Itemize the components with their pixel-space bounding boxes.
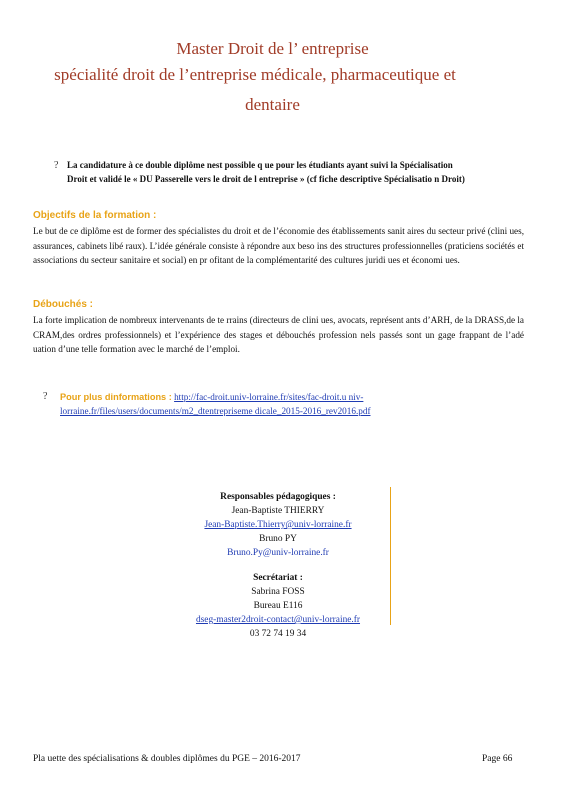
contact-divider	[390, 487, 391, 625]
secretariat-email[interactable]: dseg-master2droit-contact@univ-lorraine.fr	[195, 615, 361, 625]
footer-page-number: Page 66	[482, 754, 513, 764]
secretariat-heading: Secrétariat :	[253, 573, 303, 583]
secretariat-name: Sabrina FOSS	[251, 587, 305, 597]
responsable-2-email[interactable]: Bruno.Py@univ-lorraine.fr	[227, 548, 329, 558]
footer-left: Pla uette des spécialisations & doubles diplômes du PGE – 2016-2017	[33, 754, 301, 764]
contacts-block	[170, 490, 386, 641]
responsables-heading: Responsables pédagogiques :	[220, 492, 336, 502]
responsable-1-name: Jean-Baptiste THIERRY	[231, 506, 325, 516]
responsable-2-name: Bruno PY	[259, 534, 297, 544]
candidature-bullet: ?	[54, 160, 59, 171]
title-line-2: spécialité droit de l’entreprise médicale, pharmaceutique et	[54, 65, 456, 84]
debouches-heading: Débouchés :	[33, 299, 94, 310]
info-line-1	[60, 390, 363, 404]
info-bullet: ?	[43, 391, 48, 402]
secretariat-phone: 03 72 74 19 34	[249, 629, 307, 639]
responsable-1-email[interactable]: Jean-Baptiste.Thierry@univ-lorraine.fr	[204, 520, 352, 530]
secretariat-office: Bureau E116	[253, 601, 303, 611]
info-label: Pour plus dinformations :	[60, 392, 172, 402]
info-link-part-2[interactable]: lorraine.fr/files/users/documents/m2_dtentrepriseme dicale_2015-2016_rev2016.pdf	[60, 406, 371, 416]
info-link-part-1[interactable]: http://fac-droit.univ-lorraine.fr/sites/fac-droit.u niv-	[174, 392, 364, 402]
title-line-3: dentaire	[245, 95, 300, 114]
objectifs-text: Le but de ce diplôme est de former des spécialistes du droit et de l’économie des établissements sanit aires du secteur privé (clini ues, assurances, cabinets libé raux). L’idée générale consiste à répondre aux beso ins des structures professionnelles (praticiens sociétés et associations du secteur sanitaire et social) en pr ofitant de la complémentarité des cultures juridi ues et économi ues.	[33, 226, 524, 265]
objectifs-heading: Objectifs de la formation :	[33, 210, 157, 221]
debouches-text: La forte implication de nombreux intervenants de te rrains (directeurs de clini ues, avocats, représent ants d’ARH, de la DRASS,de la CRAM,des ordres professionnels) et l’expérience des stages et débouchés profession nels passés sont un gage frappant de l’adé uation d’une telle formation avec le marché de l’emploi.	[33, 315, 524, 354]
candidature-line-2: Droit et validé le « DU Passerelle vers le droit de l entreprise » (cf fiche descriptive Spécialisatio n Droit)	[67, 174, 465, 184]
candidature-line-1: La candidature à ce double diplôme nest possible q ue pour les étudiants ayant suivi la Spécialisation	[67, 160, 453, 170]
title-line-1: Master Droit de l’ entreprise	[176, 39, 369, 58]
info-line-2	[60, 404, 371, 418]
